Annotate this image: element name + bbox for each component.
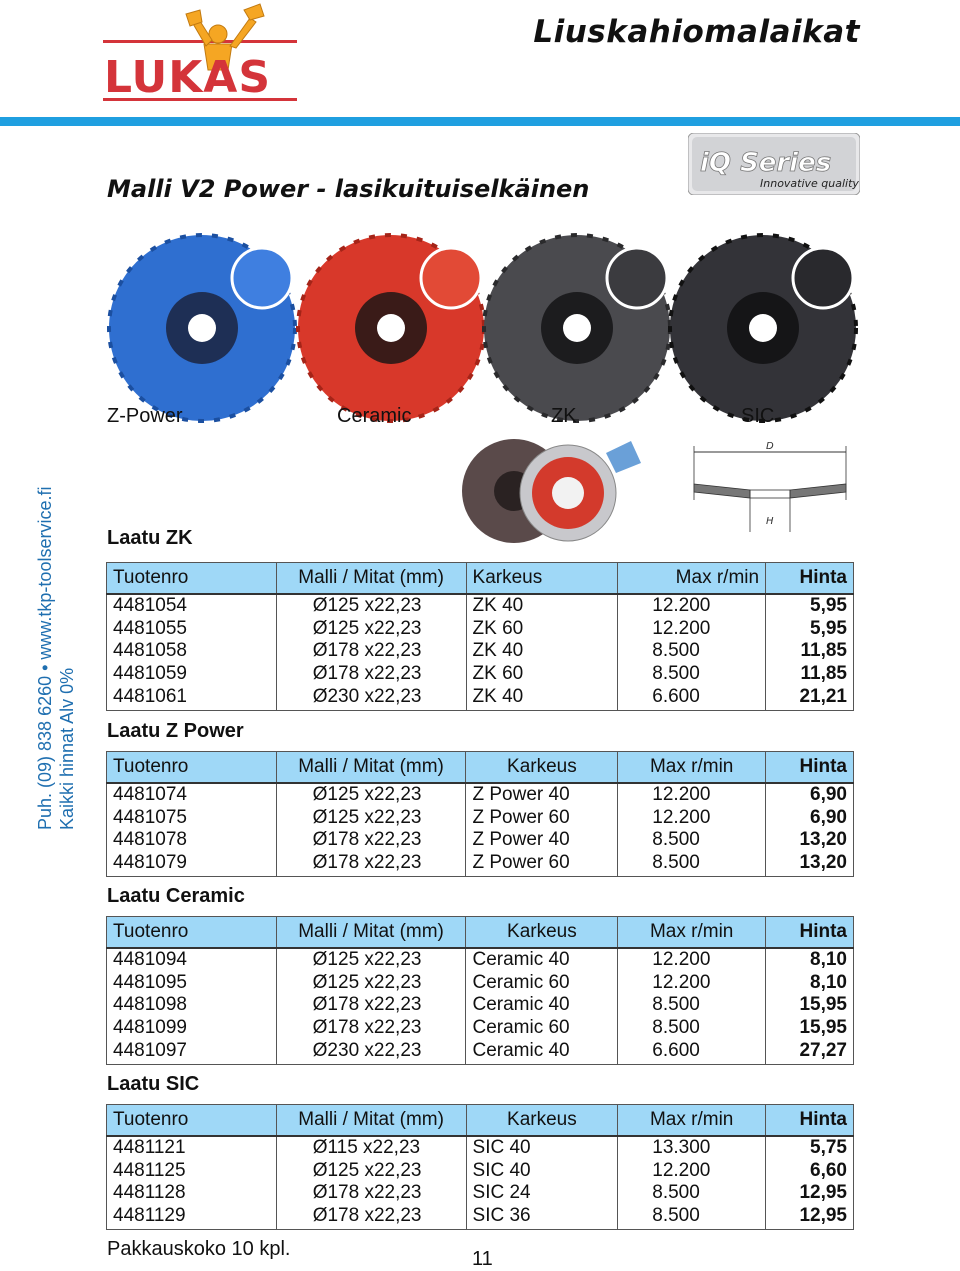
col-header-max-rpm: Max r/min bbox=[618, 917, 766, 949]
col-header-model: Malli / Mitat (mm) bbox=[276, 752, 466, 784]
col-header-grit: Karkeus bbox=[466, 917, 618, 949]
table-row bbox=[107, 663, 854, 686]
cell-price: 5,95 bbox=[766, 618, 854, 641]
cell-grit: Ceramic 60 bbox=[466, 972, 618, 995]
cell-model: Ø178 x22,23 bbox=[276, 1017, 466, 1040]
cell-grit: Z Power 40 bbox=[466, 783, 618, 807]
cell-model: Ø125 x22,23 bbox=[276, 807, 466, 830]
col-header-model: Malli / Mitat (mm) bbox=[276, 1105, 466, 1137]
cell-model: Ø178 x22,23 bbox=[276, 829, 466, 852]
cell-price: 12,95 bbox=[766, 1205, 854, 1230]
cell-model: Ø125 x22,23 bbox=[276, 972, 466, 995]
cell-max-rpm: 8.500 bbox=[618, 1205, 766, 1230]
section-title-sic: Laatu SIC bbox=[107, 1073, 200, 1095]
cell-product-no: 4481079 bbox=[107, 852, 277, 877]
table-sic bbox=[106, 1104, 854, 1230]
cell-max-rpm: 12.200 bbox=[618, 972, 766, 995]
cell-product-no: 4481098 bbox=[107, 994, 277, 1017]
cell-product-no: 4481128 bbox=[107, 1182, 277, 1205]
dimension-diagram bbox=[690, 440, 850, 540]
logo-wordmark: LUKAS bbox=[104, 52, 272, 103]
table-row bbox=[107, 852, 854, 877]
cell-product-no: 4481125 bbox=[107, 1160, 277, 1183]
cell-grit: Z Power 60 bbox=[466, 852, 618, 877]
table-header-row bbox=[107, 752, 854, 784]
product-package-image bbox=[456, 433, 656, 543]
table-row bbox=[107, 829, 854, 852]
cell-price: 8,10 bbox=[766, 972, 854, 995]
cell-price: 27,27 bbox=[766, 1039, 854, 1064]
cell-price: 6,90 bbox=[766, 783, 854, 807]
cell-grit: Ceramic 40 bbox=[466, 994, 618, 1017]
cell-product-no: 4481074 bbox=[107, 783, 277, 807]
disc-zk-image bbox=[482, 233, 672, 423]
disc-label-ceramic: Ceramic bbox=[337, 405, 412, 427]
iq-series-logo bbox=[688, 133, 860, 195]
pack-size-note: Pakkauskoko 10 kpl. bbox=[107, 1238, 291, 1260]
cell-model: Ø178 x22,23 bbox=[276, 663, 466, 686]
table-row bbox=[107, 1039, 854, 1064]
cell-product-no: 4481121 bbox=[107, 1136, 277, 1160]
cell-model: Ø125 x22,23 bbox=[276, 618, 466, 641]
cell-grit: Ceramic 40 bbox=[466, 1039, 618, 1064]
col-header-product-no: Tuotenro bbox=[107, 752, 277, 784]
col-header-price: Hinta bbox=[766, 1105, 854, 1137]
col-header-price: Hinta bbox=[766, 752, 854, 784]
table-row bbox=[107, 948, 854, 972]
table-row bbox=[107, 783, 854, 807]
cell-product-no: 4481059 bbox=[107, 663, 277, 686]
disc-ceramic-image bbox=[296, 233, 486, 423]
cell-max-rpm: 8.500 bbox=[618, 994, 766, 1017]
cell-max-rpm: 12.200 bbox=[618, 783, 766, 807]
cell-model: Ø178 x22,23 bbox=[276, 994, 466, 1017]
col-header-price: Hinta bbox=[766, 563, 854, 595]
table-row bbox=[107, 640, 854, 663]
col-header-max-rpm: Max r/min bbox=[618, 1105, 766, 1137]
cell-max-rpm: 12.200 bbox=[618, 594, 766, 618]
cell-max-rpm: 6.600 bbox=[618, 1039, 766, 1064]
cell-grit: ZK 40 bbox=[466, 685, 618, 710]
col-header-max-rpm: Max r/min bbox=[618, 752, 766, 784]
col-header-price: Hinta bbox=[766, 917, 854, 949]
col-header-model: Malli / Mitat (mm) bbox=[276, 917, 466, 949]
cell-grit: ZK 40 bbox=[466, 594, 618, 618]
cell-max-rpm: 8.500 bbox=[618, 1182, 766, 1205]
col-header-max-rpm: Max r/min bbox=[618, 563, 766, 595]
cell-price: 8,10 bbox=[766, 948, 854, 972]
cell-product-no: 4481055 bbox=[107, 618, 277, 641]
diagram-h-label: H bbox=[766, 516, 774, 527]
table-header-row bbox=[107, 917, 854, 949]
side-contact-text bbox=[34, 410, 78, 830]
cell-max-rpm: 12.200 bbox=[618, 618, 766, 641]
cell-grit: Ceramic 60 bbox=[466, 1017, 618, 1040]
table-row bbox=[107, 1205, 854, 1230]
cell-max-rpm: 8.500 bbox=[618, 663, 766, 686]
cell-product-no: 4481061 bbox=[107, 685, 277, 710]
table-zk bbox=[106, 562, 854, 711]
table-row bbox=[107, 1017, 854, 1040]
cell-price: 13,20 bbox=[766, 829, 854, 852]
cell-model: Ø230 x22,23 bbox=[276, 1039, 466, 1064]
logo-graphic bbox=[100, 0, 300, 110]
table-row bbox=[107, 994, 854, 1017]
table-row bbox=[107, 972, 854, 995]
cell-product-no: 4481058 bbox=[107, 640, 277, 663]
series-logo-sub: Innovative quality bbox=[760, 177, 859, 190]
cell-grit: SIC 36 bbox=[466, 1205, 618, 1230]
col-header-product-no: Tuotenro bbox=[107, 1105, 277, 1137]
diagram-d-label: D bbox=[766, 441, 774, 452]
cell-price: 21,21 bbox=[766, 685, 854, 710]
cell-max-rpm: 8.500 bbox=[618, 1017, 766, 1040]
cell-max-rpm: 12.200 bbox=[618, 807, 766, 830]
table-row bbox=[107, 807, 854, 830]
table-row bbox=[107, 1136, 854, 1160]
table-z-power bbox=[106, 751, 854, 877]
cell-max-rpm: 13.300 bbox=[618, 1136, 766, 1160]
cell-price: 11,85 bbox=[766, 663, 854, 686]
cell-grit: SIC 24 bbox=[466, 1182, 618, 1205]
cell-grit: ZK 60 bbox=[466, 618, 618, 641]
col-header-grit: Karkeus bbox=[466, 1105, 618, 1137]
cell-model: Ø125 x22,23 bbox=[276, 948, 466, 972]
disc-sic-image bbox=[668, 233, 858, 423]
col-header-grit: Karkeus bbox=[466, 752, 618, 784]
cell-max-rpm: 12.200 bbox=[618, 1160, 766, 1183]
page-number: 11 bbox=[472, 1248, 493, 1270]
col-header-grit: Karkeus bbox=[466, 563, 618, 595]
cell-price: 15,95 bbox=[766, 994, 854, 1017]
cell-model: Ø178 x22,23 bbox=[276, 640, 466, 663]
cell-price: 11,85 bbox=[766, 640, 854, 663]
cell-product-no: 4481095 bbox=[107, 972, 277, 995]
section-title-zk: Laatu ZK bbox=[107, 527, 193, 549]
series-logo-main: iQ Series bbox=[700, 148, 832, 178]
product-subtitle: Malli V2 Power - lasikuituiselkäinen bbox=[107, 175, 590, 203]
disc-label-zk: ZK bbox=[551, 405, 577, 427]
col-header-product-no: Tuotenro bbox=[107, 563, 277, 595]
table-row bbox=[107, 1182, 854, 1205]
cell-product-no: 4481078 bbox=[107, 829, 277, 852]
table-row bbox=[107, 618, 854, 641]
cell-price: 6,60 bbox=[766, 1160, 854, 1183]
page-title: Liuskahiomalaikat bbox=[533, 14, 860, 50]
cell-price: 13,20 bbox=[766, 852, 854, 877]
cell-product-no: 4481094 bbox=[107, 948, 277, 972]
cell-model: Ø125 x22,23 bbox=[276, 1160, 466, 1183]
table-header-row bbox=[107, 563, 854, 595]
cell-price: 5,75 bbox=[766, 1136, 854, 1160]
table-header-row bbox=[107, 1105, 854, 1137]
cell-grit: SIC 40 bbox=[466, 1136, 618, 1160]
cell-grit: ZK 60 bbox=[466, 663, 618, 686]
disc-label-z-power: Z-Power bbox=[107, 405, 183, 427]
cell-product-no: 4481129 bbox=[107, 1205, 277, 1230]
cell-product-no: 4481075 bbox=[107, 807, 277, 830]
cell-grit: SIC 40 bbox=[466, 1160, 618, 1183]
cell-product-no: 4481099 bbox=[107, 1017, 277, 1040]
cell-model: Ø125 x22,23 bbox=[276, 594, 466, 618]
cell-price: 6,90 bbox=[766, 807, 854, 830]
table-ceramic bbox=[106, 916, 854, 1065]
cell-grit: Z Power 40 bbox=[466, 829, 618, 852]
table-row bbox=[107, 1160, 854, 1183]
cell-model: Ø115 x22,23 bbox=[276, 1136, 466, 1160]
cell-product-no: 4481097 bbox=[107, 1039, 277, 1064]
cell-max-rpm: 8.500 bbox=[618, 852, 766, 877]
cell-model: Ø178 x22,23 bbox=[276, 852, 466, 877]
col-header-product-no: Tuotenro bbox=[107, 917, 277, 949]
section-title-ceramic: Laatu Ceramic bbox=[107, 885, 245, 907]
section-title-z-power: Laatu Z Power bbox=[107, 720, 244, 742]
table-row bbox=[107, 594, 854, 618]
disc-label-sic: SIC bbox=[741, 405, 775, 427]
cell-product-no: 4481054 bbox=[107, 594, 277, 618]
cell-max-rpm: 8.500 bbox=[618, 829, 766, 852]
side-vat-note: Kaikki hinnat Alv 0% bbox=[57, 667, 77, 830]
table-row bbox=[107, 685, 854, 710]
cell-model: Ø178 x22,23 bbox=[276, 1182, 466, 1205]
cell-model: Ø178 x22,23 bbox=[276, 1205, 466, 1230]
col-header-model: Malli / Mitat (mm) bbox=[276, 563, 466, 595]
cell-price: 15,95 bbox=[766, 1017, 854, 1040]
cell-grit: Z Power 60 bbox=[466, 807, 618, 830]
cell-grit: Ceramic 40 bbox=[466, 948, 618, 972]
header-divider bbox=[0, 117, 960, 126]
cell-max-rpm: 6.600 bbox=[618, 685, 766, 710]
disc-z-power-image bbox=[107, 233, 297, 423]
cell-max-rpm: 8.500 bbox=[618, 640, 766, 663]
cell-model: Ø230 x22,23 bbox=[276, 685, 466, 710]
cell-grit: ZK 40 bbox=[466, 640, 618, 663]
lukas-logo bbox=[100, 0, 300, 110]
cell-price: 12,95 bbox=[766, 1182, 854, 1205]
cell-max-rpm: 12.200 bbox=[618, 948, 766, 972]
cell-price: 5,95 bbox=[766, 594, 854, 618]
cell-model: Ø125 x22,23 bbox=[276, 783, 466, 807]
side-contact-line: Puh. (09) 838 6260 • www.tkp-toolservice.fi bbox=[35, 486, 55, 830]
